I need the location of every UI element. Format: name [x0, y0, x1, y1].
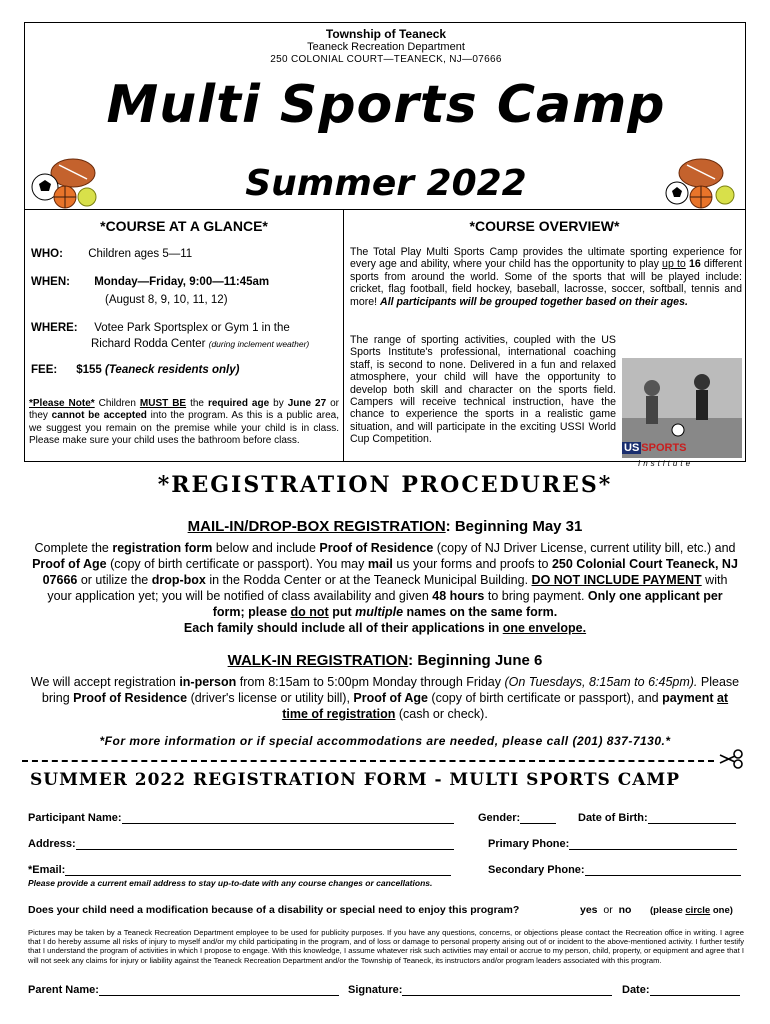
note-label: *Please Note*	[29, 398, 95, 409]
when-label: WHEN:	[31, 276, 70, 288]
no-option[interactable]: no	[618, 904, 632, 916]
when-row	[31, 276, 269, 288]
logo-sports: SPORTS	[641, 442, 687, 454]
email-field[interactable]	[65, 875, 451, 876]
course-overview	[344, 210, 746, 468]
circle-note	[650, 905, 733, 916]
note-date: June 27	[287, 398, 327, 409]
soccer-photo-icon	[622, 358, 742, 474]
where-row	[31, 322, 290, 334]
participant-label: Participant Name:	[28, 812, 122, 824]
ussi-photo	[622, 358, 742, 474]
glance-heading: *COURSE AT A GLANCE*	[100, 218, 268, 234]
email-note: Please provide a current email address to stay up-to-date with any course changes or cancellations.	[28, 878, 433, 888]
signature-field[interactable]	[402, 995, 612, 996]
note-text-2: the	[186, 398, 208, 409]
org-name: Township of Teaneck	[325, 27, 447, 41]
address-label: Address:	[28, 838, 76, 850]
mail-b14: Each family should include all of their applications in	[183, 621, 503, 635]
walk-t3: Please bring	[41, 675, 740, 705]
mail-t1: Complete the	[34, 541, 113, 555]
secondary-phone-field[interactable]	[585, 875, 741, 876]
mail-t8: with your application yet; you will be notified of class availability and given	[47, 573, 728, 603]
walk-t5: (copy of birth certificate or passport), and	[427, 691, 663, 705]
overview-text-2: The range of sporting activities, coupled with the US Sports Institute's professional, international coaching staff, is second to none. Delivered in a fun and relaxed atmosphere, your child will have the opportunity to develop both skill and character on the sports field. Campers will receive technical instruction, have the chance to experience the sports in a realistic game situation, and will participate in the exciting USSI World Cup Competition.	[350, 334, 616, 446]
where-value-2: Richard Rodda Center	[91, 338, 206, 350]
fee-row	[31, 364, 239, 376]
mail-t7: in the Rodda Center or at the Teaneck Municipal Building.	[205, 573, 532, 587]
note-text-3: by	[269, 398, 288, 409]
fee-label: FEE:	[31, 364, 58, 376]
or-text: or	[603, 904, 613, 916]
please-note	[29, 398, 339, 448]
who-value: Children ages 5—11	[88, 248, 193, 260]
walk-b5: at time of registration	[282, 691, 729, 721]
overview-sixteen: 16	[685, 258, 701, 271]
walk-in-begin: : Beginning June 6	[408, 652, 543, 669]
parent-label: Parent Name:	[28, 984, 99, 996]
when-value: Monday—Friday, 9:00—11:45am	[94, 276, 270, 288]
where-value: Votee Park Sportsplex or Gym 1 in the	[94, 322, 290, 334]
mail-b9: Only one applicant per form; please	[212, 589, 723, 619]
mail-in-label: MAIL-IN/DROP-BOX REGISTRATION	[187, 518, 446, 535]
note-cannot: cannot be accepted	[51, 410, 147, 422]
date-row	[622, 984, 740, 996]
dept-address: 250 COLONIAL COURT—TEANECK, NJ—07666	[270, 54, 502, 65]
dept-name: Teaneck Recreation Department	[307, 41, 465, 53]
parent-name-field[interactable]	[99, 995, 339, 996]
gender-row	[478, 812, 556, 824]
mail-t6: or utilize the	[77, 573, 152, 587]
address-field[interactable]	[76, 849, 454, 850]
walk-in-label: WALK-IN REGISTRATION	[227, 652, 409, 669]
note-required: required age	[207, 398, 270, 409]
walk-t2: from 8:15am to 5:00pm Monday through Friday	[236, 675, 505, 689]
mail-b3: Proof of Age	[32, 557, 107, 571]
page-subtitle: Summer 2022	[245, 163, 527, 204]
logo-institute: Institute	[638, 459, 694, 468]
primary-phone-label: Primary Phone:	[488, 838, 570, 850]
sports-balls-icon-left	[29, 151, 99, 209]
scissors-icon	[718, 748, 746, 770]
logo-us: US	[624, 442, 640, 454]
walk-b1: in-person	[179, 675, 237, 689]
note-text-1: Children	[94, 398, 140, 409]
mail-in-heading	[0, 518, 770, 535]
registration-title: *REGISTRATION PROCEDURES*	[157, 472, 613, 498]
email-row	[28, 864, 451, 876]
mail-b13: names on the same form.	[403, 605, 558, 619]
modification-question	[28, 904, 519, 916]
mail-t3: (copy of NJ Driver License, current utility bill, etc.) and	[433, 541, 736, 555]
date-field[interactable]	[650, 995, 740, 996]
walk-t6: (cash or check).	[395, 707, 488, 721]
walk-in-body	[30, 674, 740, 722]
mail-t4: (copy of birth certificate or passport). You may	[106, 557, 368, 571]
secondary-phone-label: Secondary Phone:	[488, 864, 585, 876]
walk-b3: Proof of Age	[353, 691, 428, 705]
email-label: *Email:	[28, 864, 66, 876]
mail-in-body	[30, 540, 740, 636]
header-box	[24, 22, 746, 210]
overview-text-a: The Total Play Multi Sports Camp provides the ultimate sporting experience for every age and ability, where your child has the opportunity to play	[350, 246, 742, 271]
when-dates: (August 8, 9, 10, 11, 12)	[105, 294, 228, 306]
page-title: Multi Sports Camp	[106, 75, 666, 135]
who-label: WHO:	[31, 248, 63, 260]
overview-grouped: All participants will be grouped together based on their ages.	[380, 295, 688, 308]
question-text: Does your child need a modification because of a disability or special need to enjoy this program?	[28, 904, 520, 916]
where-label: WHERE:	[31, 322, 78, 334]
overview-heading: *COURSE OVERVIEW*	[469, 218, 620, 234]
note-must: MUST BE	[139, 398, 187, 409]
walk-b2: Proof of Residence	[73, 691, 188, 705]
mail-b2: Proof of Residence	[319, 541, 434, 555]
mail-b1: registration form	[112, 541, 213, 555]
where-row-2	[91, 338, 309, 350]
note-text-4: or they	[29, 398, 339, 422]
walk-b4: payment	[662, 691, 714, 705]
dob-row	[578, 812, 736, 824]
mail-t5: us your forms and proofs to	[392, 557, 552, 571]
mail-t2: below and include	[212, 541, 320, 555]
mail-b4: mail	[367, 557, 393, 571]
parent-row	[28, 984, 339, 996]
yes-option[interactable]: yes	[580, 904, 598, 916]
waiver-text: Pictures may be taken by a Teaneck Recreation Department employee to be used for publicity purposes. If you have any questions, concerns, or objections please contact the Recreation office in writing. I agree that I do hereby assume all risks of injury to myself and/or my child participating in the program, and of loss or damage to personal property arising out of or incident to the above-mentioned activity. I further testify that I understand the program of activities in which I propose to engage. With this knowledge, I assume whatever risk such activities may entail or accrue to my person, child, property, or equipment and agree that I will not seek any claims for injury or liability against the Teaneck Recreation Department and/or the Township of Teaneck, its instructors and/or program leaders associated with this program.	[28, 928, 744, 965]
circle-end: one)	[710, 905, 733, 916]
secondary-phone-row	[488, 864, 741, 876]
course-at-a-glance	[24, 210, 344, 462]
form-title: SUMMER 2022 REGISTRATION FORM - MULTI SPORTS CAMP	[30, 770, 681, 790]
primary-phone-row	[488, 838, 737, 850]
primary-phone-field[interactable]	[569, 849, 737, 850]
mail-b15: one envelope.	[502, 621, 587, 635]
mail-t9: to bring payment.	[484, 589, 588, 603]
date-label: Date:	[622, 984, 650, 996]
where-note: (during inclement weather)	[208, 339, 310, 349]
walk-in-heading	[0, 652, 770, 669]
gender-field[interactable]	[520, 823, 556, 824]
cut-line	[22, 760, 714, 762]
dob-label: Date of Birth:	[578, 812, 648, 824]
walk-t4: (driver's license or utility bill),	[187, 691, 354, 705]
fee-value: $155	[76, 364, 102, 376]
mail-b12: multiple	[355, 605, 404, 619]
who-row	[31, 248, 192, 260]
mail-in-begin: : Beginning May 31	[445, 518, 583, 535]
mail-b7: DO NOT INCLUDE PAYMENT	[531, 573, 702, 587]
overview-para-2	[350, 334, 742, 474]
overview-up-to: up to	[662, 258, 686, 271]
note-text-5: into the program. As this is a public area, we suggest you remain on the premise while your child is in class. Please make sure your child uses the bathroom before class.	[29, 410, 339, 447]
mail-b8: 48 hours	[432, 589, 485, 603]
fee-note: (Teaneck residents only)	[105, 364, 240, 376]
mail-b10: do not	[290, 605, 329, 619]
overview-text-d: different sports from around the world. Some of the sports that will be played include: cricket, flag football, field hockey, baseball, lacrosse, soccer, softball, tennis and more!	[350, 258, 743, 308]
participant-name-field[interactable]	[122, 823, 454, 824]
walk-i1: (On Tuesdays, 8:15am to 6:45pm).	[504, 675, 698, 689]
circle-underlined: circle	[685, 905, 711, 916]
gender-label: Gender:	[478, 812, 521, 824]
yes-no-options	[580, 904, 631, 916]
overview-para-1	[350, 246, 742, 308]
signature-row	[348, 984, 612, 996]
participant-row	[28, 812, 454, 824]
mail-b11: put	[328, 605, 356, 619]
walk-t1: We will accept registration	[30, 675, 180, 689]
mail-b6: drop-box	[151, 573, 206, 587]
mail-b5: 250 Colonial Court Teaneck, NJ 07666	[42, 557, 738, 587]
info-line: *For more information or if special accommodations are needed, please call (201) 837-7130.*	[99, 734, 671, 748]
address-row	[28, 838, 454, 850]
circle-text: (please	[650, 905, 686, 916]
dob-field[interactable]	[648, 823, 736, 824]
ussi-logo	[622, 442, 687, 454]
sports-balls-icon-right	[665, 151, 735, 209]
signature-label: Signature:	[348, 984, 403, 996]
